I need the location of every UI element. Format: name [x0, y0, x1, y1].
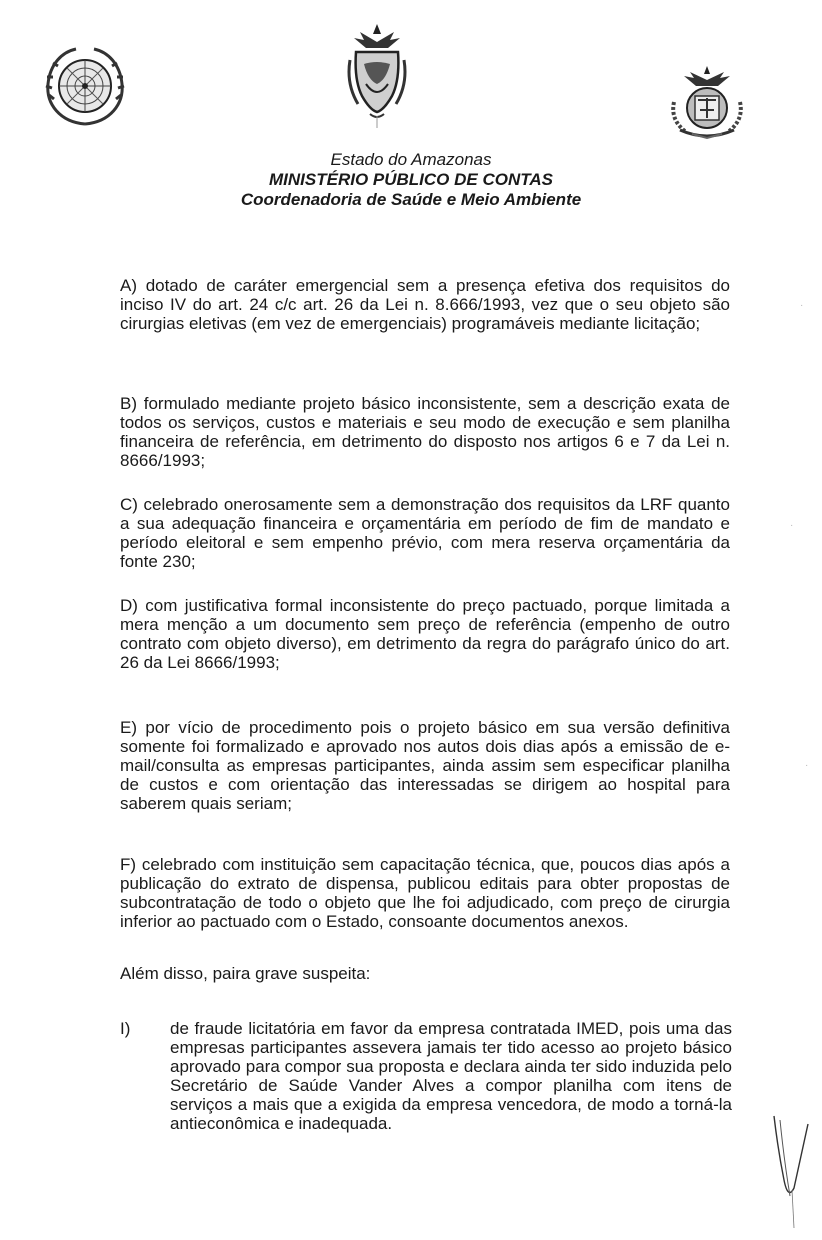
paragraph-e: E) por vício de procedimento pois o projeto básico em sua versão definitiva somente foi formalizado e aprovado nos autos dois dias após a emissão de e-mail/consulta as empresas participantes, ainda assim sem especificar planilha de custos e com orientação das interessadas se dirigem ao hospital para saberem quais seriam; [120, 718, 730, 813]
paragraph-f: F) celebrado com instituição sem capacitação técnica, que, poucos dias após a publicação do extrato de dispensa, publicou editais para obter propostas de subcontratação de todo o objeto que lhe foi adjudicado, com preço de cirurgia inferior ao pactuado com o Estado, consoante documentos anexos. [120, 855, 730, 931]
suspicion-intro: Além disso, paira grave suspeita: [120, 964, 371, 983]
state-seal-icon [662, 62, 752, 142]
scan-noise: · [790, 520, 794, 531]
scan-noise: · [800, 300, 804, 311]
coordination-name: Coordenadoria de Saúde e Meio Ambiente [240, 190, 582, 209]
item-text: de fraude licitatória em favor da empresa contratada IMED, pois uma das empresas participantes assevera jamais ter tido acesso ao projeto básico aprovado para compor sua proposta e declara ainda ter sido induzida pelo Secretário de Saúde Vander Alves a compor planilha com itens de serviços a mais que a exigida da empresa vencedora, de modo a torná-la antieconômica e inadequada. [170, 1019, 732, 1133]
state-name: Estado do Amazonas [330, 150, 492, 169]
paragraph-c: C) celebrado onerosamente sem a demonstração dos requisitos da LRF quanto a sua adequação financeira e orçamentária em período de fim de mandato e período eleitoral e sem empenho prévio, com mera reserva orçamentária da fonte 230; [120, 495, 730, 571]
amazonas-coat-of-arms-icon [340, 20, 414, 130]
scan-noise: · [805, 760, 809, 771]
paragraph-d: D) com justificativa formal inconsistente do preço pactuado, porque limitada a mera menção a um documento sem preço de referência (empenho de outro contrato com objeto diverso), em detrimento da regra do parágrafo único do art. 26 da Lei 8666/1993; [120, 596, 730, 672]
signature-mark-icon [770, 1110, 815, 1230]
item-marker: I) [120, 1019, 131, 1038]
un-emblem-icon [40, 44, 130, 130]
paragraph-a: A) dotado de caráter emergencial sem a presença efetiva dos requisitos do inciso IV do art. 24 c/c art. 26 da Lei n. 8.666/1993, vez que o seu objeto são cirurgias eletivas (em vez de emergenciais) programáveis mediante licitação; [120, 276, 730, 333]
paragraph-b: B) formulado mediante projeto básico inconsistente, sem a descrição exata de todos os serviços, custos e materiais e seu modo de execução e sem planilha financeira de referência, em detrimento do disposto nos artigos 6 e 7 da Lei n. 8666/1993; [120, 394, 730, 470]
ministry-name: MINISTÉRIO PÚBLICO DE CONTAS [269, 170, 553, 189]
